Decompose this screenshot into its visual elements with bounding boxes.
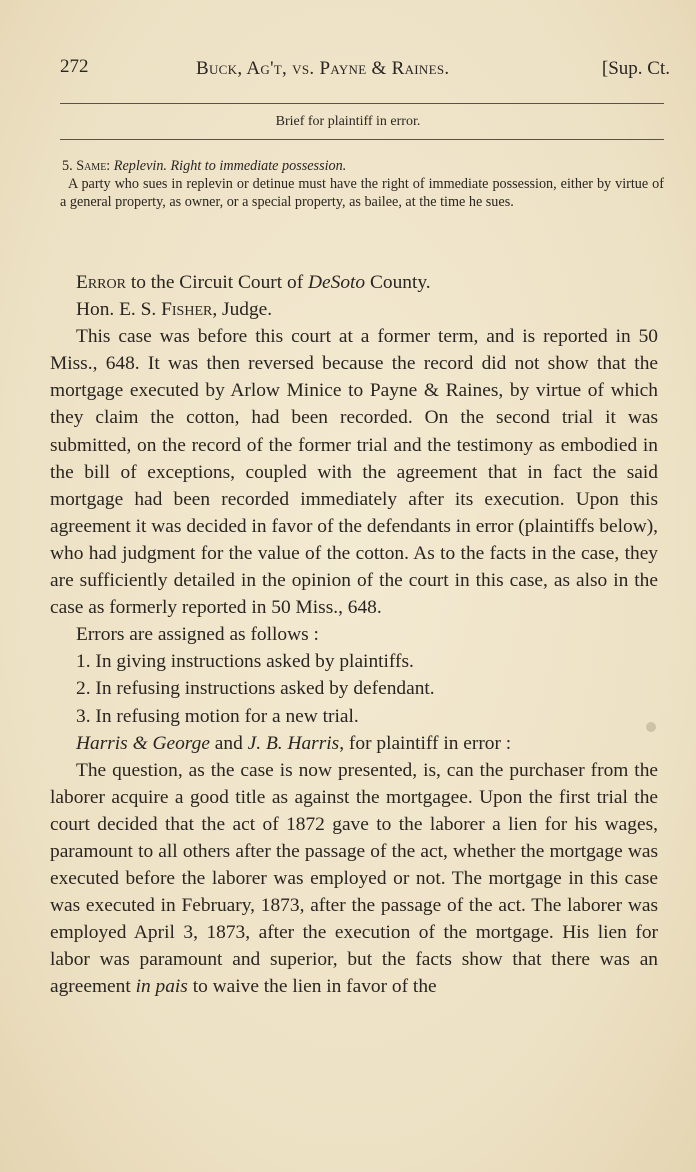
counsel-2: J. B. Harris — [247, 732, 340, 754]
running-header — [60, 56, 670, 86]
counsel-line — [50, 730, 658, 757]
error-item-1: 1. In giving instructions asked by plaintiffs. — [76, 651, 414, 673]
error-item-2: 2. In refusing instructions asked by defendant. — [76, 678, 435, 700]
header-rule-bottom — [60, 139, 664, 140]
headnote-text: A party who sues in replevin or detinue must have the right of immediate possession, either by virtue of a general property, as owner, or a special property, as bailee, at the time he sues. — [60, 176, 664, 210]
argument-text: The question, as the case is now presented, is, can the purchaser from the laborer acquire a good title as against the mortgagee. Upon the first trial the court decided that the act of 1872 gave to the laborer a lien for his wages, paramount to all others after the passage of the act, whether the mortgage was executed before the laborer was employed or not. The mortgage in this case was executed in February, 1873, after the passage of the act. The laborer was employed April 3, 1873, after the execution of the mortgage. His lien for labor was paramount and superior, but the facts show that there was an agreement — [50, 759, 658, 998]
error-suffix: County. — [365, 272, 431, 293]
judge-line — [50, 296, 658, 323]
error-prefix: Error — [76, 272, 126, 293]
page-number: 272 — [60, 56, 89, 77]
headnote-topic: Replevin. Right to immediate possession. — [113, 158, 347, 174]
in-pais: in pais — [135, 976, 188, 998]
headnote — [60, 157, 664, 211]
counsel-suffix: , for plaintiff in error : — [339, 732, 512, 754]
opinion-body — [50, 269, 658, 1001]
court-label: [Sup. Ct. — [601, 58, 670, 79]
error-mid: to the Circuit Court of — [125, 272, 309, 293]
headnote-title — [60, 157, 664, 175]
judge-prefix: Hon. E. S. — [76, 299, 162, 321]
judge-name: Fisher — [161, 299, 213, 321]
ink-blot — [646, 722, 656, 732]
header-rule-top — [60, 103, 664, 104]
argument-text-end: to waive the lien in favor of the — [187, 976, 437, 998]
statement-paragraph: This case was before this court at a former term, and is reported in 50 Miss., 648. It was then reversed because the record did not show that the mortgage executed by Arlow Minice to Payne & Raines, by virtue of which they claim the cotton, had been recorded. On the second trial it was submitted, on the record of the former trial and the testimony as embodied in the bill of exceptions, coupled with the agreement that in fact the said mortgage had been recorded immediately after its execution. Upon this agreement it was decided in favor of the defendants in error (plaintiffs below), who had judgment for the value of the cotton. As to the facts in the case, they are sufficiently detailed in the opinion of the court in this case, as also in the case as formerly reported in 50 Miss., 648. — [50, 326, 658, 619]
running-title: Buck, Ag't, vs. Payne & Raines. — [196, 58, 450, 79]
counsel-and: and — [209, 732, 248, 754]
judge-suffix: , Judge. — [212, 299, 273, 321]
counsel-1: Harris & George — [76, 732, 210, 754]
error-line — [50, 269, 658, 296]
errors-intro: Errors are assigned as follows : — [76, 624, 319, 646]
error-item-3: 3. In refusing motion for a new trial. — [76, 705, 359, 727]
subheading: Brief for plaintiff in error. — [275, 114, 421, 129]
argument-paragraph — [50, 757, 658, 1001]
county-name: DeSoto — [308, 272, 366, 293]
headnote-label: 5. Same: — [62, 158, 111, 174]
